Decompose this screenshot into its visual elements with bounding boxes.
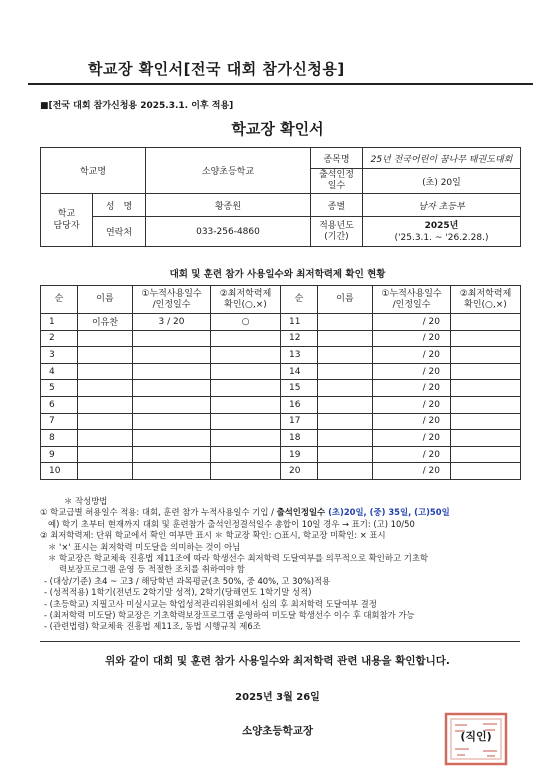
table-row [41,330,521,347]
table-row [41,396,521,413]
contact-value: 033-256-4860 [146,217,311,247]
row-num: 2 [41,330,78,347]
row-name [78,430,133,447]
row-check [211,396,281,413]
note-4-cont: 력보장프로그램 운영 등 적절한 조치를 취하여야 함 [59,564,245,575]
row-days: / 20 [373,347,451,364]
row-name [78,380,133,397]
header-num: 순 [281,286,318,314]
row-days [133,446,211,463]
row-name [318,396,373,413]
header-days: ①누적사용일수 /인정일수 [133,286,211,314]
row-num: 19 [281,446,318,463]
row-days [133,330,211,347]
row-name [318,363,373,380]
notes-heading: ＊ 작성방법 [64,496,108,506]
section-title: 대회 및 훈련 참가 사용일수와 최저학력제 확인 현황 [169,269,386,280]
row-check: ○ [211,314,281,331]
row-days: / 20 [373,446,451,463]
row-name [318,330,373,347]
row-days: / 20 [373,430,451,447]
row-num: 4 [41,363,78,380]
row-check [451,446,521,463]
row-num: 14 [281,363,318,380]
row-name [318,430,373,447]
row-check [451,430,521,447]
row-num: 12 [281,330,318,347]
note-2: ② 최저학력제: 단위 학교에서 확인 여부만 표시 ＊ 학교장 확인: ○표시, 학교장 미확인: × 표시 [40,530,386,541]
row-days: / 20 [373,413,451,430]
row-num: 9 [41,446,78,463]
row-num: 13 [281,347,318,364]
row-days [133,413,211,430]
header-name: 이름 [78,286,133,314]
row-check [451,330,521,347]
manager-label: 학교 담당자 [41,194,93,247]
period-range: ('25.3.1. ~ '26.2.28.) [394,232,489,243]
school-info-table [40,147,521,247]
row-name [78,363,133,380]
row-name [78,463,133,480]
row-num: 5 [41,380,78,397]
category-label: 종별 [311,194,363,217]
attendance-days-value: (초) 20일 [363,169,521,194]
title-divider [28,83,533,85]
attendance-days-label: 출석인정 일수 [311,169,363,194]
note-5: - (대상/기준) 초4 ~ 고3 / 해당학년 과목평균(초 50%, 중 40%, 고 30%)적용 [44,575,331,586]
row-num: 17 [281,413,318,430]
manager-name-label: 성 명 [93,194,146,217]
row-name [318,463,373,480]
period-year: 2025년 [424,220,459,231]
row-days: / 20 [373,396,451,413]
row-name [78,446,133,463]
note-1 [40,507,530,518]
table-row [41,363,521,380]
principal-signature-line: 소양초등학교장 [241,725,313,737]
school-name-label: 학교명 [41,148,146,194]
seal-label: (직인) [460,730,492,743]
row-days [133,430,211,447]
note-7: - (초등학교) 지필고사 미실시교는 학업성적관리위원회에서 심의 후 최저학력 도달여부 결정 [44,598,377,609]
row-name [318,413,373,430]
document-title: 학교장 확인서[전국 대회 참가신청용] [88,60,345,78]
row-num: 11 [281,314,318,331]
row-name [78,396,133,413]
participation-grid [40,285,521,480]
row-check [451,363,521,380]
note-4: ＊ 학교장은 학교체육 진흥법 제11조에 따라 학생선수 최저학력 도달여부를 의무적으로 확인하고 기초학 [48,553,429,564]
header-check: ②최저학력제 확인(○,×) [211,286,281,314]
header-num: 순 [41,286,78,314]
row-num: 15 [281,380,318,397]
event-value: 25년 전국어린이 꿈나무 태권도대회 [363,148,521,169]
row-num: 1 [41,314,78,331]
row-num: 6 [41,396,78,413]
note-1-example: 예) 학기 초부터 현재까지 대회 및 훈련참가 출석인정결석일수 총합이 10일 경우 → 표기: (고) 10/50 [48,518,415,529]
row-name: 이유찬 [78,314,133,331]
row-check [211,446,281,463]
school-name-value: 소양초등학교 [146,148,311,194]
row-name [318,314,373,331]
row-check [211,330,281,347]
row-days [133,396,211,413]
header-check: ②최저학력제 확인(○,×) [451,286,521,314]
row-num: 18 [281,430,318,447]
row-num: 7 [41,413,78,430]
footer-divider [40,641,520,642]
row-check [451,463,521,480]
row-days: / 20 [373,463,451,480]
applicability-note: ■[전국 대회 참가신청용 2025.3.1. 이후 적용] [40,101,234,111]
note-9: - (관련법령) 학교체육 진흥법 제11조, 동법 시행규칙 제6조 [44,621,261,632]
row-check [451,347,521,364]
header-days: ①누적사용일수 /인정일수 [373,286,451,314]
row-check [451,314,521,331]
row-days: / 20 [373,363,451,380]
row-days [133,380,211,397]
row-check [451,396,521,413]
confirmation-date: 2025년 3월 26일 [235,692,320,703]
row-name [78,330,133,347]
row-num: 16 [281,396,318,413]
row-days: / 20 [373,380,451,397]
row-name [318,347,373,364]
row-name [78,347,133,364]
row-num: 10 [41,463,78,480]
category-value: 남자 초등부 [363,194,521,217]
row-days [133,463,211,480]
contact-label: 연락처 [93,217,146,247]
row-check [211,347,281,364]
period-label: 적용년도 (기간) [311,217,363,247]
row-check [211,413,281,430]
header-name: 이름 [318,286,373,314]
table-row [41,380,521,397]
note-3: ＊ '×' 표시는 최저학력 미도달을 의미하는 것이 아님 [48,541,241,552]
confirmation-statement: 위와 같이 대회 및 훈련 참가 사용일수와 최저학력 관련 내용을 확인합니다. [105,655,450,667]
row-days: / 20 [373,330,451,347]
note-6: - (성적적용) 1학기(전년도 2학기말 성적), 2학기(당해연도 1학기말 성적) [44,587,312,598]
row-num: 8 [41,430,78,447]
manager-name-value: 황종원 [146,194,311,217]
row-name [318,380,373,397]
table-row [41,347,521,364]
row-check [211,430,281,447]
note-1-days: (초)20일, (중) 35일, (고)50일 [325,507,450,518]
event-label: 종목명 [311,148,363,169]
row-days: / 20 [373,314,451,331]
row-check [451,380,521,397]
table-row [41,446,521,463]
row-name [318,446,373,463]
row-days [133,347,211,364]
table-row [41,413,521,430]
row-check [211,380,281,397]
table-row [41,463,521,480]
row-days: 3 / 20 [133,314,211,331]
instructions [40,496,530,633]
period-value [363,217,521,247]
row-check [211,363,281,380]
row-num: 20 [281,463,318,480]
table-row [41,314,521,331]
row-num: 3 [41,347,78,364]
table-row [41,430,521,447]
row-name [78,413,133,430]
note-1-text: ① 학교급별 허용일수 적용: 대회, 훈련 참가 누적사용일수 기입 / [40,507,277,518]
row-check [451,413,521,430]
note-8: - (최저학력 미도달) 학교장은 기초학력보장프로그램 운영하여 미도달 학생선수 이수 후 대회참가 가능 [44,610,415,621]
row-check [211,463,281,480]
row-days [133,363,211,380]
note-1-bold: 출석인정일수 [276,507,326,518]
form-title: 학교장 확인서 [231,120,324,138]
